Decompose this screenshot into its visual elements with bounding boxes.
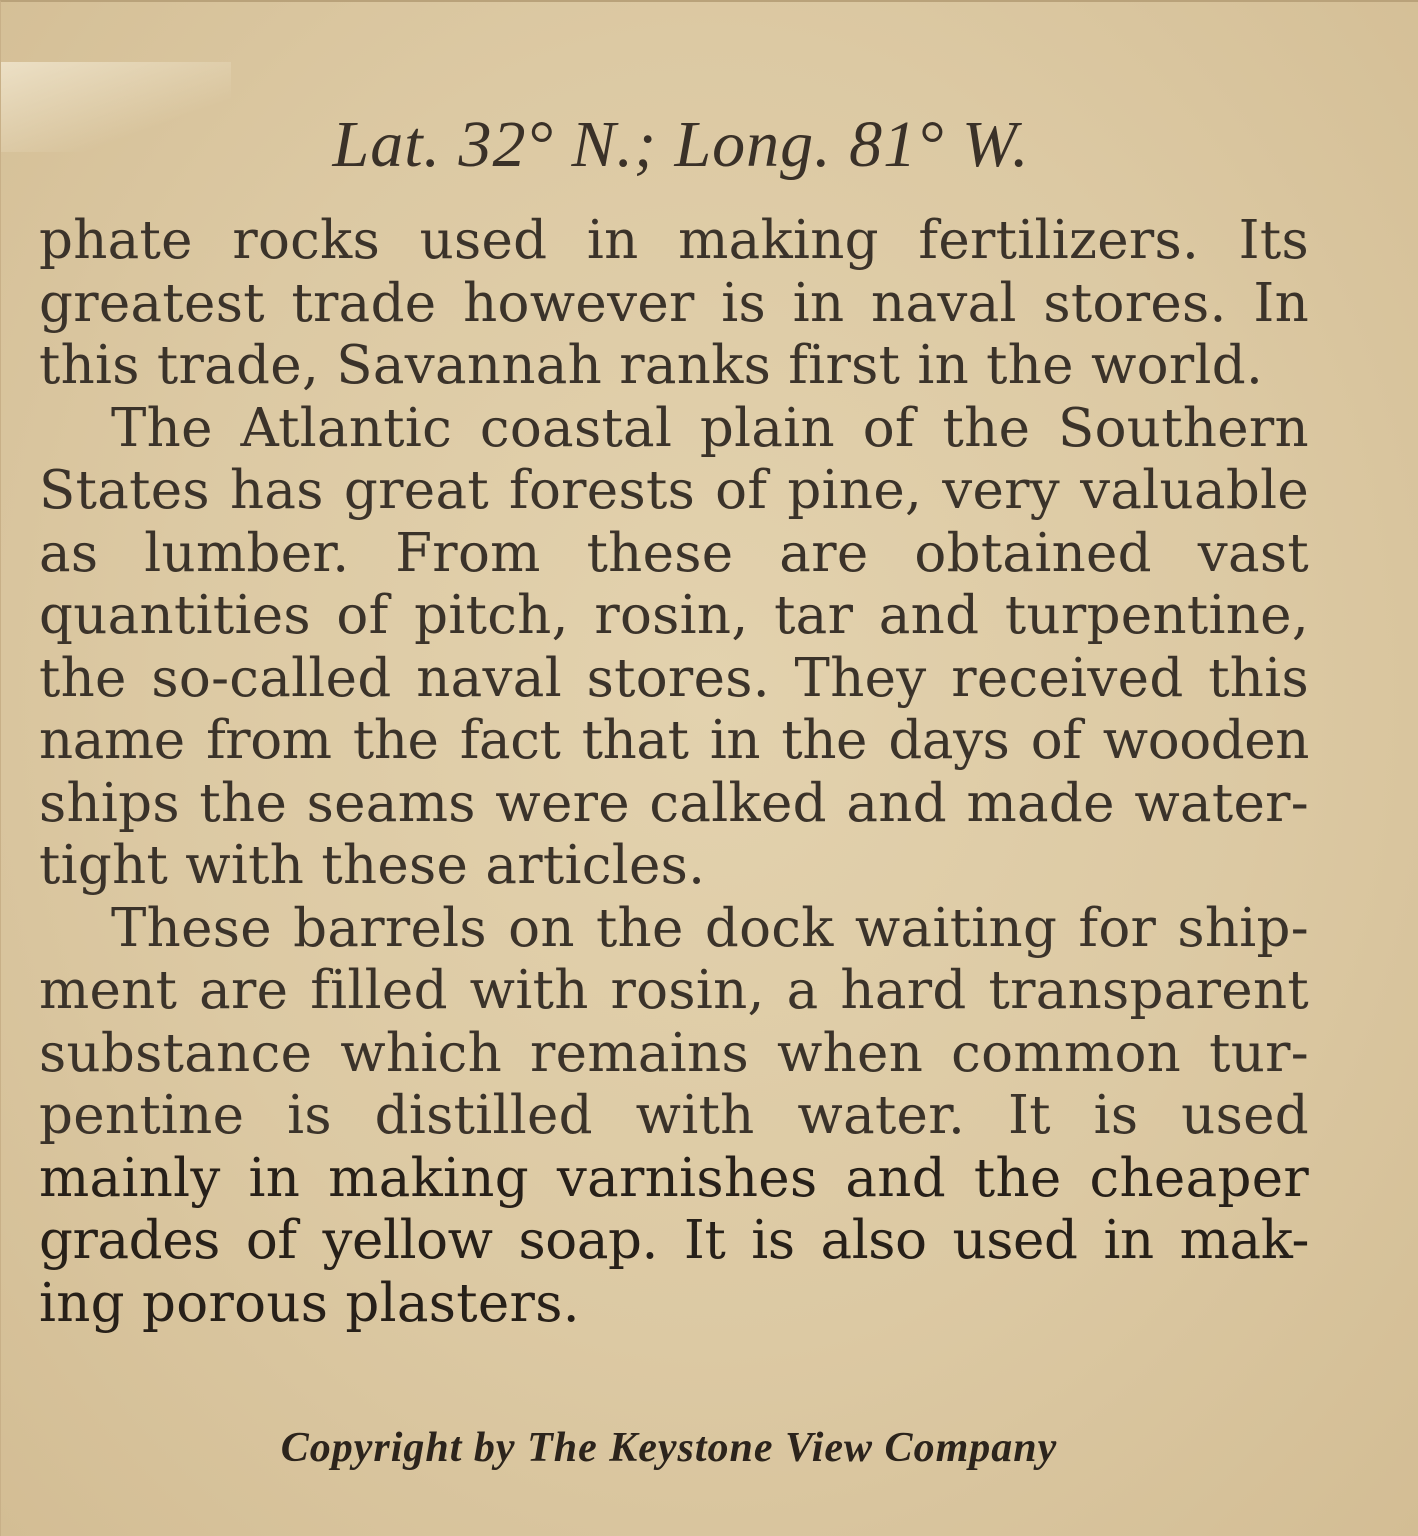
text-line: grades of yellow soap. It is also used in mak- [39,1210,1309,1271]
text-line: ships the seams were calked and made water- [39,772,1309,834]
text-line: These barrels on the dock waiting for ship- [111,897,1309,959]
text-line: States has great forests of pine, very valuable [39,460,1309,521]
card-description [39,210,1309,1335]
text-line: tight with these articles. [39,835,706,896]
text-line: ing porous plasters. [39,1272,580,1334]
text-line: this trade, Savannah ranks first in the world. [39,335,1264,396]
text-line: as lumber. From these are obtained vast [39,522,1309,584]
text-line: phate rocks used in making fertilizers. Its [39,210,1309,271]
text-line: mainly in making varnishes and the cheaper [39,1147,1309,1209]
paragraph-naval-stores [39,398,1309,898]
paragraph-fertilizers [39,210,1309,398]
paragraph-rosin [39,898,1309,1336]
text-line: ment are filled with rosin, a hard transparent [39,960,1309,1021]
coordinates-heading: Lat. 32° N.; Long. 81° W. [332,108,1030,181]
text-line: substance which remains when common tur- [39,1022,1309,1084]
text-line: pentine is distilled with water. It is used [39,1085,1309,1146]
text-line: The Atlantic coastal plain of the Southern [111,397,1309,459]
text-line: quantities of pitch, rosin, tar and turpentine, [39,585,1309,646]
copyright-notice: Copyright by The Keystone View Company [280,1425,1058,1471]
text-line: greatest trade however is in naval stores. In [39,272,1309,334]
text-line: name from the fact that in the days of wooden [39,710,1309,771]
text-line: the so-called naval stores. They received this [39,647,1309,709]
